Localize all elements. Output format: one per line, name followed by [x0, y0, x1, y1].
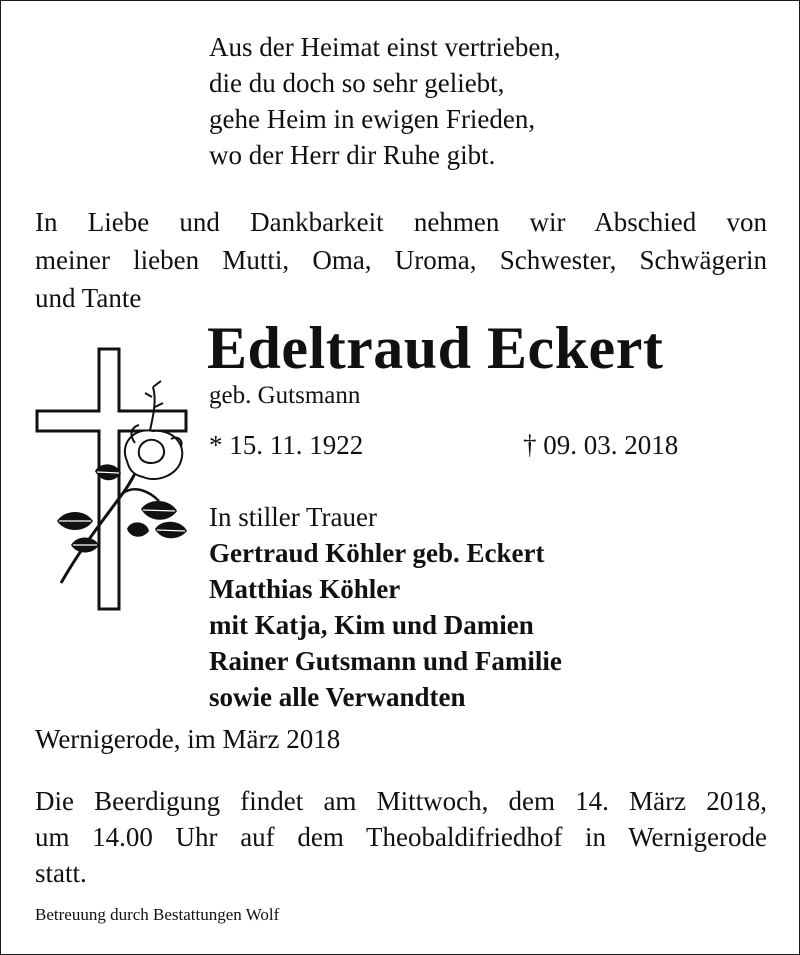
poem-line: gehe Heim in ewigen Frieden, — [209, 104, 536, 134]
funeral-details — [35, 783, 767, 891]
death-date: † 09. 03. 2018 — [523, 430, 679, 460]
farewell-intro — [35, 203, 767, 317]
poem-line: wo der Herr dir Ruhe gibt. — [209, 140, 496, 170]
funeral-line: um 14.00 Uhr auf dem Theobaldifriedhof in Wernigerode — [35, 822, 767, 852]
mourner-name: Matthias Köhler — [209, 574, 401, 604]
mourners-list — [209, 535, 562, 715]
intro-line: und Tante — [35, 283, 142, 313]
funeral-line: Die Beerdigung findet am Mittwoch, dem 14. März 2018, — [35, 786, 767, 816]
mourner-name: Gertraud Köhler geb. Eckert — [209, 538, 545, 568]
poem-line: Aus der Heimat einst vertrieben, — [209, 32, 561, 62]
undertaker-credit: Betreuung durch Bestattungen Wolf — [35, 905, 280, 924]
deceased-name: Edeltraud Eckert — [207, 315, 664, 381]
mourner-name: sowie alle Verwandten — [209, 682, 466, 712]
birth-date: * 15. 11. 1922 — [209, 430, 364, 460]
cross-with-rose-icon — [31, 343, 196, 615]
maiden-name: geb. Gutsmann — [209, 382, 361, 409]
mourner-name: Rainer Gutsmann und Familie — [209, 646, 562, 676]
funeral-line: statt. — [35, 858, 87, 888]
intro-line: meiner lieben Mutti, Oma, Uroma, Schwester, Schwägerin — [35, 245, 767, 275]
poem-line: die du doch so sehr geliebt, — [209, 68, 505, 98]
mourner-name: mit Katja, Kim und Damien — [209, 610, 534, 640]
mourning-label: In stiller Trauer — [209, 502, 377, 532]
place-and-date: Wernigerode, im März 2018 — [35, 724, 341, 754]
intro-line: In Liebe und Dankbarkeit nehmen wir Abschied von — [35, 207, 767, 237]
poem — [209, 29, 561, 173]
